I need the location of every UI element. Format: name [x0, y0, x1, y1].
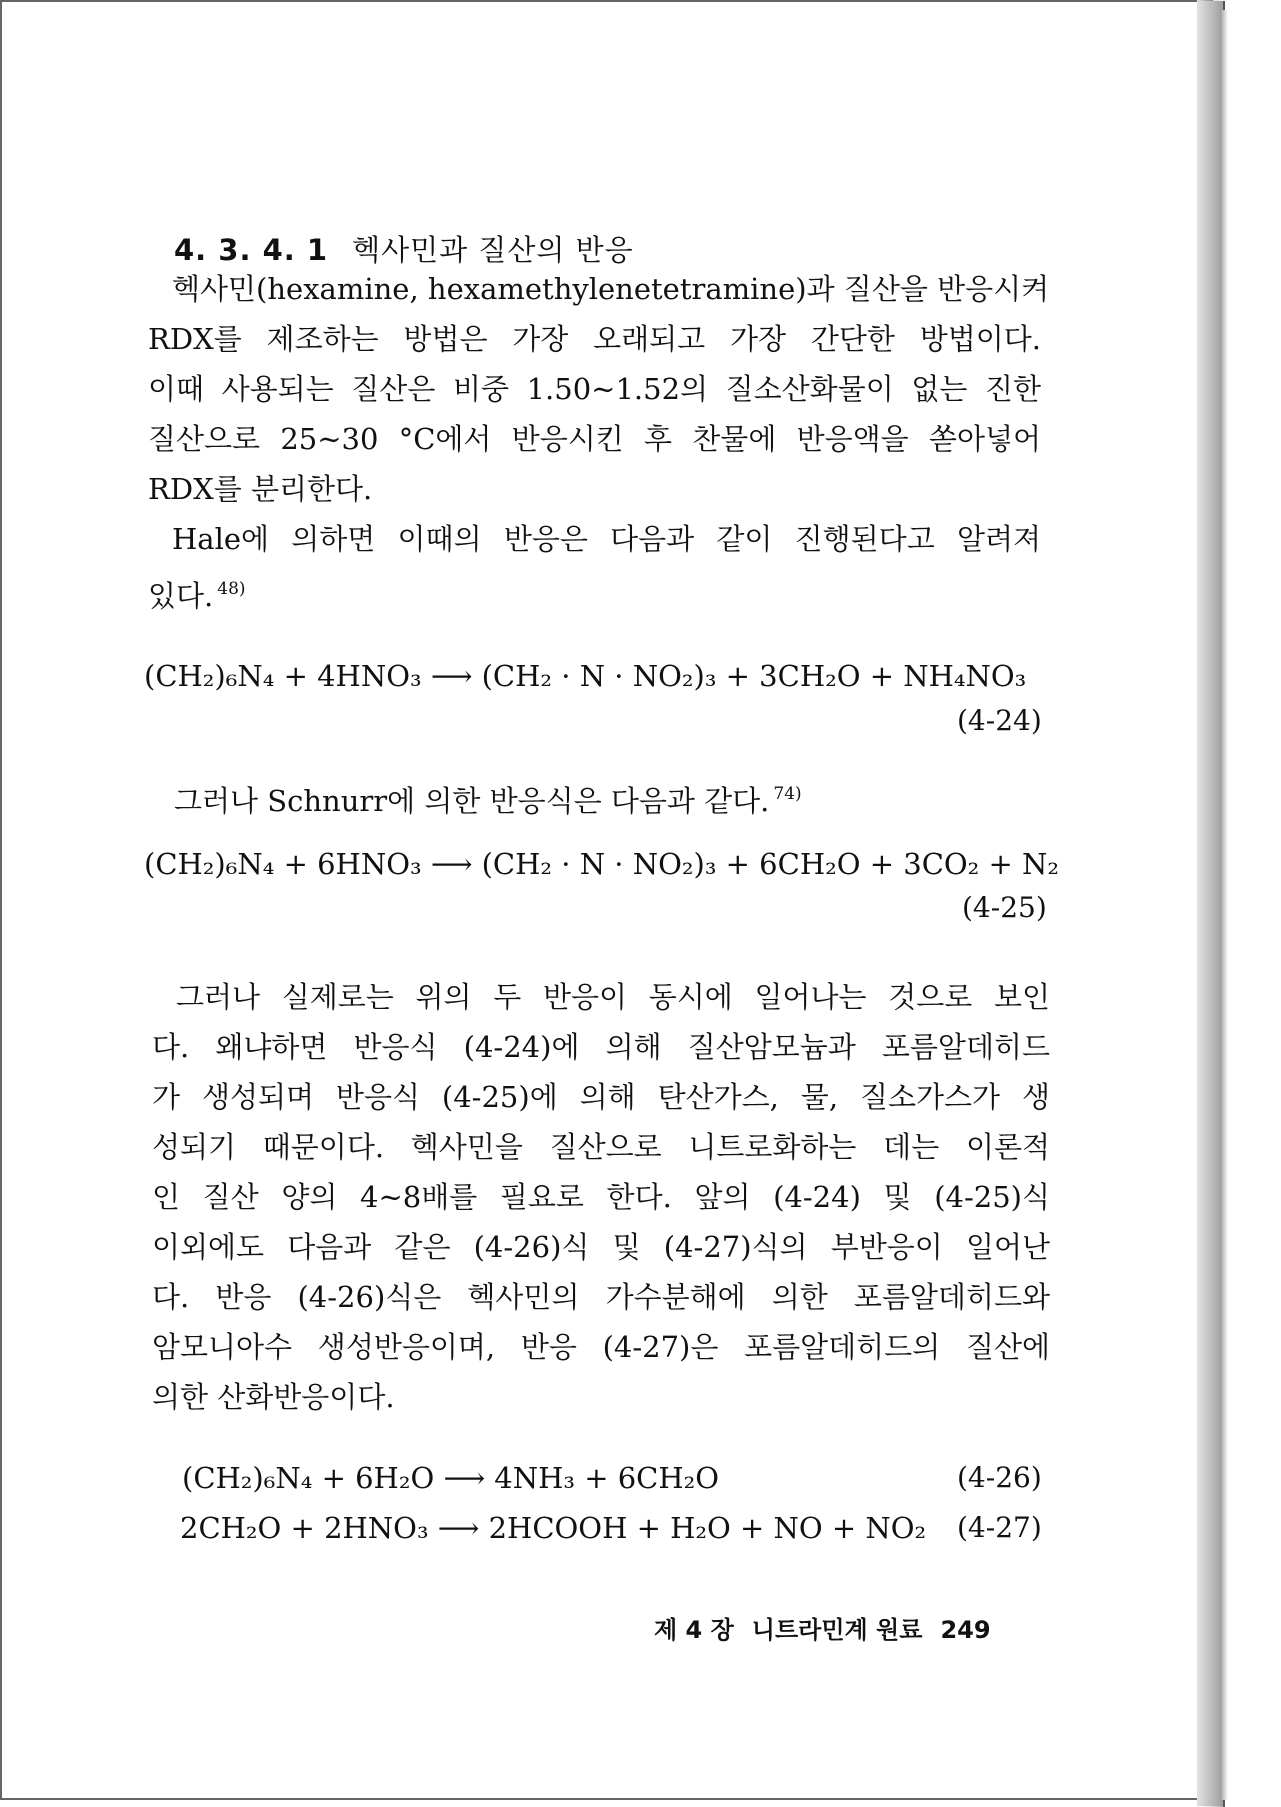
equation-4-26: (CH₂)₆N₄ + 6H₂O ⟶ 4NH₃ + 6CH₂O — [182, 1461, 720, 1495]
equation-label-4-24: (4-24) — [957, 704, 1042, 737]
paragraph-line: 질산으로 25∼30 °C에서 반응시킨 후 찬물에 반응액을 쏟아넣어 — [148, 422, 1041, 456]
paragraph-line: 성되기 때문이다. 헥사민을 질산으로 니트로화하는 데는 이론적 — [152, 1130, 1050, 1164]
page-footer — [654, 1610, 1009, 1645]
paragraph-line: 그러나 실제로는 위의 두 반응이 동시에 일어나는 것으로 보인 — [176, 980, 1050, 1014]
paragraph-line: 인 질산 양의 4∼8배를 필요로 한다. 앞의 (4-24) 및 (4-25)식 — [152, 1180, 1050, 1214]
equation-label-4-26: (4-26) — [957, 1461, 1042, 1494]
paragraph-line: Hale에 의하면 이때의 반응은 다음과 같이 진행된다고 알려져 — [172, 522, 1041, 556]
paragraph-line: 가 생성되며 반응식 (4-25)에 의해 탄산가스, 물, 질소가스가 생 — [152, 1080, 1050, 1114]
schnurr-sentence — [174, 774, 802, 821]
section-title: 헥사민과 질산의 반응 — [352, 233, 634, 267]
equation-label-4-27: (4-27) — [957, 1511, 1042, 1544]
paragraph-line: RDX를 제조하는 방법은 가장 오래되고 가장 간단한 방법이다. — [148, 322, 1041, 356]
equation-4-24: (CH₂)₆N₄ + 4HNO₃ ⟶ (CH₂ · N · NO₂)₃ + 3CH₂O + NH₄NO₃ — [144, 659, 1027, 693]
paragraph-line: 다. 왜냐하면 반응식 (4-24)에 의해 질산암모늄과 포름알데히드 — [152, 1030, 1050, 1064]
equation-4-25: (CH₂)₆N₄ + 6HNO₃ ⟶ (CH₂ · N · NO₂)₃ + 6CH₂O + 3CO₂ + N₂ — [144, 847, 1060, 881]
paragraph-line: 다. 반응 (4-26)식은 헥사민의 가수분해에 의한 포름알데히드와 — [152, 1280, 1050, 1314]
paragraph-line: 암모니아수 생성반응이며, 반응 (4-27)은 포름알데히드의 질산에 — [152, 1330, 1050, 1364]
paragraph-line-text: 있다. — [148, 579, 214, 613]
page-content — [2, 2, 1215, 1802]
reference-74: 74) — [773, 784, 802, 804]
section-heading — [174, 228, 634, 269]
equation-4-27: 2CH₂O + 2HNO₃ ⟶ 2HCOOH + H₂O + NO + NO₂ — [180, 1511, 927, 1545]
reference-48: 48) — [217, 579, 246, 599]
equation-label-4-25: (4-25) — [962, 891, 1047, 924]
paragraph-line: 의한 산화반응이다. — [152, 1380, 395, 1414]
paragraph-line: RDX를 분리한다. — [148, 472, 373, 506]
paragraph-last-line — [148, 564, 1041, 614]
paragraph-3 — [152, 972, 1050, 1422]
section-number: 4. 3. 4. 1 — [174, 233, 329, 267]
paragraph-2 — [148, 514, 1041, 614]
page-number: 249 — [940, 1616, 991, 1644]
paragraph-line: 이외에도 다음과 같은 (4-26)식 및 (4-27)식의 부반응이 일어난 — [152, 1230, 1050, 1264]
schnurr-text: 그러나 Schnurr에 의한 반응식은 다음과 같다. — [174, 784, 770, 818]
paragraph-line: 헥사민(hexamine, hexamethylenetetramine)과 질산을 반응시켜 — [172, 272, 1050, 306]
page-shadow — [1220, 10, 1228, 1800]
footer-title: 니트라민계 원료 — [751, 1616, 923, 1644]
paragraph-1 — [148, 264, 1050, 514]
paragraph-line: 이때 사용되는 질산은 비중 1.50∼1.52의 질소산화물이 없는 진한 — [148, 372, 1041, 406]
footer-chapter: 제 4 장 — [654, 1616, 734, 1644]
